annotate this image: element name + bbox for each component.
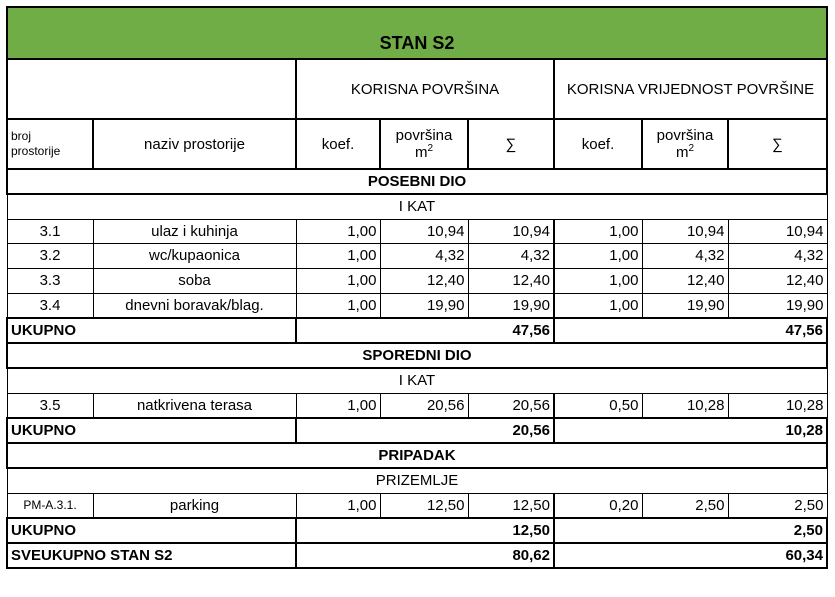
cell-koef-1: 1,00 [296, 293, 380, 318]
header-povrsina-label: površina [656, 127, 714, 144]
section-subtitle: I KAT [7, 368, 827, 393]
cell-sum-1: 4,32 [468, 243, 554, 268]
total-label: UKUPNO [7, 418, 296, 443]
header-korisna-povrsina: KORISNA POVRŠINA [296, 59, 554, 119]
header-korisna-vrijednost: KORISNA VRIJEDNOST POVRŠINE [554, 59, 827, 119]
cell-sum-1: 12,40 [468, 268, 554, 293]
cell-broj: PM-A.3.1. [7, 493, 93, 518]
total-row [7, 518, 827, 543]
cell-povrsina-1: 19,90 [380, 293, 468, 318]
cell-koef-2: 1,00 [554, 243, 642, 268]
area-table [6, 6, 828, 569]
cell-sum-2: 19,90 [728, 293, 827, 318]
cell-naziv: wc/kupaonica [93, 243, 296, 268]
section-subtitle: I KAT [7, 194, 827, 219]
table-title: STAN S2 [7, 7, 827, 59]
cell-naziv: ulaz i kuhinja [93, 219, 296, 243]
cell-sum-2: 10,94 [728, 219, 827, 243]
cell-koef-1: 1,00 [296, 243, 380, 268]
cell-koef-1: 1,00 [296, 493, 380, 518]
cell-broj: 3.5 [7, 393, 93, 418]
total-korisna: 47,56 [296, 318, 554, 343]
grand-total-korisna: 80,62 [296, 543, 554, 568]
table-row [7, 268, 827, 293]
table-row [7, 293, 827, 318]
cell-sum-2: 4,32 [728, 243, 827, 268]
total-vrijednost: 10,28 [554, 418, 827, 443]
section-title: POSEBNI DIO [7, 169, 827, 194]
cell-koef-2: 1,00 [554, 268, 642, 293]
cell-povrsina-2: 4,32 [642, 243, 728, 268]
cell-koef-1: 1,00 [296, 393, 380, 418]
cell-povrsina-2: 10,94 [642, 219, 728, 243]
grand-total-row [7, 543, 827, 568]
cell-naziv: dnevni boravak/blag. [93, 293, 296, 318]
header-prostorije: prostorije [11, 144, 61, 158]
cell-broj: 3.1 [7, 219, 93, 243]
cell-povrsina-2: 12,40 [642, 268, 728, 293]
header-empty [7, 59, 296, 119]
total-vrijednost: 47,56 [554, 318, 827, 343]
header-unit: m [414, 144, 428, 161]
header-sum-1: ∑ [468, 119, 554, 169]
table-row [7, 243, 827, 268]
table-row [7, 219, 827, 243]
section-subtitle: PRIZEMLJE [7, 468, 827, 493]
cell-naziv: soba [93, 268, 296, 293]
cell-broj: 3.2 [7, 243, 93, 268]
cell-povrsina-1: 20,56 [380, 393, 468, 418]
header-povrsina-label: površina [395, 127, 453, 144]
total-korisna: 20,56 [296, 418, 554, 443]
header-naziv: naziv prostorije [93, 119, 296, 169]
total-label: UKUPNO [7, 318, 296, 343]
cell-povrsina-1: 10,94 [380, 219, 468, 243]
cell-sum-2: 12,40 [728, 268, 827, 293]
total-korisna: 12,50 [296, 518, 554, 543]
section-title: PRIPADAK [7, 443, 827, 468]
cell-povrsina-2: 19,90 [642, 293, 728, 318]
header-povrsina-2 [642, 119, 728, 169]
cell-koef-2: 1,00 [554, 293, 642, 318]
cell-povrsina-1: 4,32 [380, 243, 468, 268]
cell-koef-2: 0,20 [554, 493, 642, 518]
cell-koef-2: 1,00 [554, 219, 642, 243]
header-unit: m [675, 144, 689, 161]
cell-koef-1: 1,00 [296, 268, 380, 293]
cell-broj: 3.3 [7, 268, 93, 293]
cell-sum-1: 20,56 [468, 393, 554, 418]
grand-total-label: SVEUKUPNO STAN S2 [7, 543, 296, 568]
cell-naziv: natkrivena terasa [93, 393, 296, 418]
header-koef-2: koef. [554, 119, 642, 169]
cell-koef-2: 0,50 [554, 393, 642, 418]
header-unit-exp: 2 [427, 143, 434, 154]
total-label: UKUPNO [7, 518, 296, 543]
header-unit-exp: 2 [688, 143, 695, 154]
cell-sum-2: 10,28 [728, 393, 827, 418]
cell-sum-1: 10,94 [468, 219, 554, 243]
total-vrijednost: 2,50 [554, 518, 827, 543]
cell-povrsina-1: 12,50 [380, 493, 468, 518]
total-row [7, 318, 827, 343]
cell-naziv: parking [93, 493, 296, 518]
total-row [7, 418, 827, 443]
cell-sum-1: 12,50 [468, 493, 554, 518]
cell-broj: 3.4 [7, 293, 93, 318]
cell-koef-1: 1,00 [296, 219, 380, 243]
cell-povrsina-1: 12,40 [380, 268, 468, 293]
header-broj: broj [11, 129, 32, 143]
header-koef-1: koef. [296, 119, 380, 169]
cell-povrsina-2: 2,50 [642, 493, 728, 518]
cell-sum-1: 19,90 [468, 293, 554, 318]
cell-povrsina-2: 10,28 [642, 393, 728, 418]
table-row [7, 493, 827, 518]
section-title: SPOREDNI DIO [7, 343, 827, 368]
header-broj-prostorije [7, 119, 93, 169]
table-row [7, 393, 827, 418]
cell-sum-2: 2,50 [728, 493, 827, 518]
header-povrsina-1 [380, 119, 468, 169]
header-sum-2: ∑ [728, 119, 827, 169]
grand-total-vrijednost: 60,34 [554, 543, 827, 568]
